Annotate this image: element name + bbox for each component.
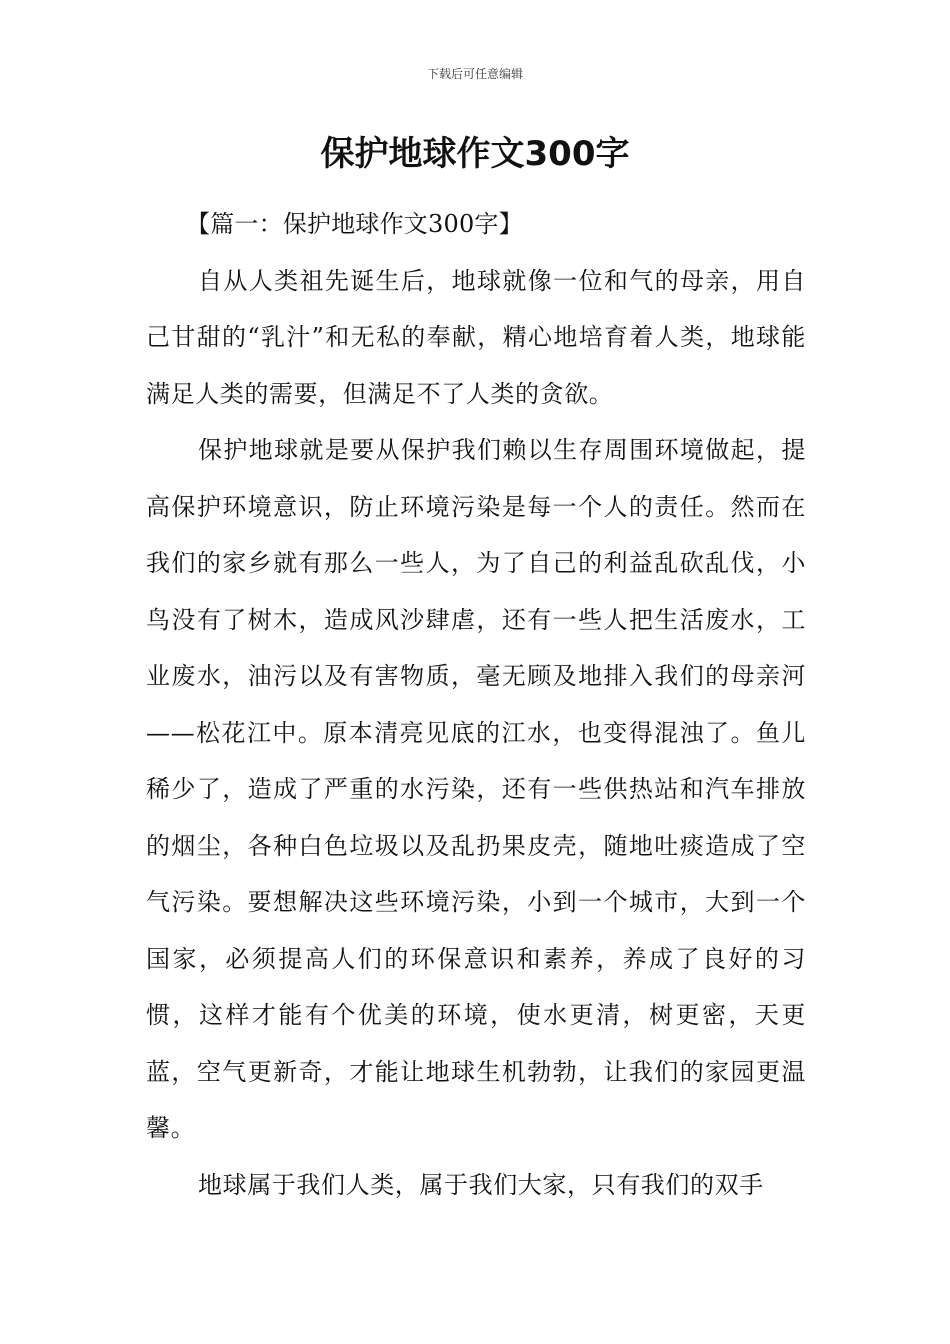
paragraph-1: 自从人类祖先诞生后，地球就像一位和气的母亲，用自己甘甜的“乳汁”和无私的奉献，精心地培育着人类，地球能满足人类的需要，但满足不了人类的贪欲。 <box>146 266 806 408</box>
paragraph-2: 保护地球就是要从保护我们赖以生存周围环境做起，提高保护环境意识，防止环境污染是每一个人的责任。然而在我们的家乡就有那么一些人，为了自己的利益乱砍乱伐，小鸟没有了树木，造成风沙肆虐，还有一些人把生活废水，工业废水，油污以及有害物质，毫无顾及地排入我们的母亲河——松花江中。原本清亮见底的江水，也变得混浊了。鱼儿稀少了，造成了严重的水污染，还有一些供热站和汽车排放的烟尘，各种白色垃圾以及乱扔果皮壳，随地吐痰造成了空气污染。要想解决这些环境污染，小到一个城市，大到一个国家，必须提高人们的环保意识和素养，养成了良好的习惯，这样才能有个优美的环境，使水更清，树更密，天更蓝，空气更新奇，才能让地球生机勃勃，让我们的家园更温馨。 <box>146 436 806 1142</box>
paragraph-3: 地球属于我们人类，属于我们大家，只有我们的双手 <box>198 1170 764 1199</box>
header-note: 下载后可任意编辑 <box>426 67 523 81</box>
document-body <box>146 196 806 1213</box>
page-title: 保护地球作文300字 <box>320 134 630 174</box>
section-label: 【篇一：保护地球作文300字】 <box>186 210 523 238</box>
